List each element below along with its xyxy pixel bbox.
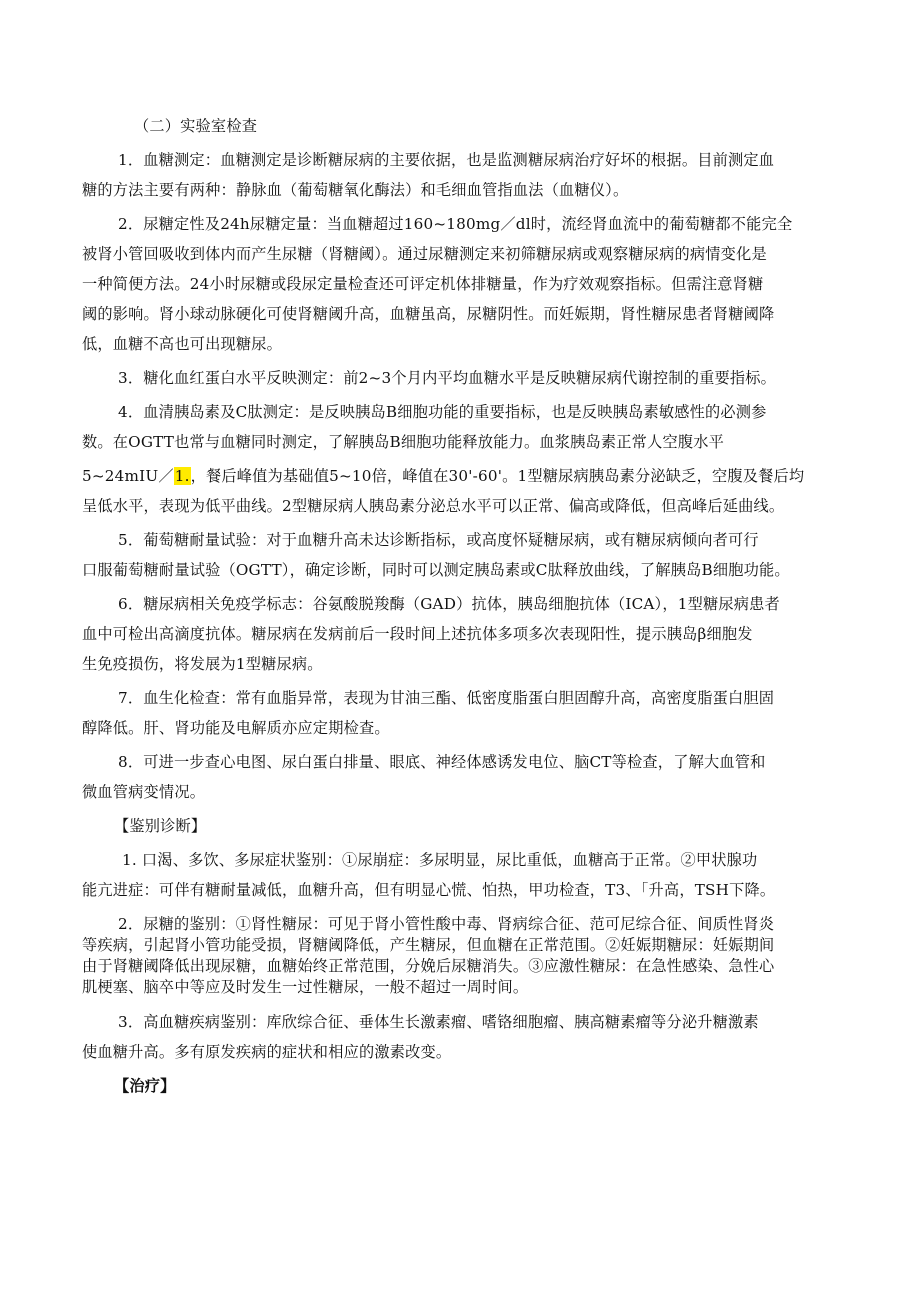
highlighted-text: 1. — [174, 467, 190, 485]
section-heading-differential-diagnosis: 【鉴别诊断】 — [114, 817, 207, 835]
paragraph-blood-glucose: 1．血糖测定：血糖测定是诊断糖尿病的主要依据，也是监测糖尿病治疗好坏的根据。目前测定血 糖的方法主要有两种：静脉血（葡萄糖氧化酶法）和毛细血管指血法（血糖仪）。 — [82, 151, 775, 199]
document-page — [82, 112, 844, 1096]
paragraph-insulin-cpeptide: 4．血清胰岛素及C肽测定：是反映胰岛B细胞功能的重要指标，也是反映胰岛素敏感性的必测参 数。在OGTT也常与血糖同时测定，了解胰岛B细胞功能释放能力。血浆胰岛素正常人空腹水平 5~24mIU／1.，餐后峰值为基础值5~10倍，峰值在30'-60'。1型糖尿病胰岛素分泌缺乏，空腹及餐后均 呈低水平，表现为低平曲线。2型糖尿病人胰岛素分泌总水平可以正常、偏高或降低，但高峰后延曲线。 — [82, 403, 805, 515]
paragraph-immunology: 6．糖尿病相关免疫学标志：谷氨酸脱羧酶（GAD）抗体，胰岛细胞抗体（ICA），1型糖尿病患者 血中可检出高滴度抗体。糖尿病在发病前后一段时间上述抗体多项多次表现阳性，提示胰岛β细胞发 生免疫损伤，将发展为1型糖尿病。 — [82, 595, 780, 673]
section-heading-lab-tests: （二）实验室检查 — [134, 117, 258, 135]
paragraph-diff-polydipsia: 1. 口渴、多饮、多尿症状鉴别：①尿崩症：多尿明显，尿比重低，血糖高于正常。②甲状腺功 能亢进症：可伴有糖耐量减低，血糖升高，但有明显心慌、怕热，甲功检查，T3、「升高，TSH下降。 — [82, 851, 776, 899]
paragraph-further-tests: 8．可进一步查心电图、尿白蛋白排量、眼底、神经体感诱发电位、脑CT等检查，了解大血管和 微血管病变情况。 — [82, 753, 766, 801]
paragraph-diff-glycosuria: 2．尿糖的鉴别：①肾性糖尿：可见于肾小管性酸中毒、肾病综合征、范可尼综合征、间质性肾炎 等疾病，引起肾小管功能受损，肾糖阈降低，产生糖尿，但血糖在正常范围。②妊娠期糖尿：妊娠期间 由于肾糖阈降低出现尿糖，血糖始终正常范围，分娩后尿糖消失。③应激性糖尿：在急性感染、急性心 肌梗塞、脑卒中等应及时发生一过性糖尿，一般不超过一周时间。 — [82, 915, 775, 996]
paragraph-biochemistry: 7．血生化检查：常有血脂异常，表现为甘油三酯、低密度脂蛋白胆固醇升高，高密度脂蛋白胆固 醇降低。肝、肾功能及电解质亦应定期检查。 — [82, 689, 775, 737]
paragraph-ogtt: 5．葡萄糖耐量试验：对于血糖升高未达诊断指标，或高度怀疑糖尿病，或有糖尿病倾向者可行 口服葡萄糖耐量试验（OGTT），确定诊断，同时可以测定胰岛素或C肽释放曲线，了解胰岛B细胞功能。 — [82, 531, 790, 579]
paragraph-urine-glucose: 2．尿糖定性及24h尿糖定量：当血糖超过160~180mg／dl时，流经肾血流中的葡萄糖都不能完全 被肾小管回吸收到体内而产生尿糖（肾糖阈）。通过尿糖测定来初筛糖尿病或观察糖尿病的病情变化是 一种简便方法。24小时尿糖或段尿定量检查还可评定机体排糖量，作为疗效观察指标。但需注意肾糖 阈的影响。肾小球动脉硬化可使肾糖阈升高，血糖虽高，尿糖阴性。而妊娠期，肾性糖尿患者肾糖阈降 低，血糖不高也可出现糖尿。 — [82, 215, 793, 353]
paragraph-hba1c: 3．糖化血红蛋白水平反映测定：前2~3个月内平均血糖水平是反映糖尿病代谢控制的重要指标。 — [118, 369, 777, 387]
section-heading-treatment: 【治疗】 — [114, 1077, 176, 1095]
paragraph-diff-hyperglycemia: 3．高血糖疾病鉴别：库欣综合征、垂体生长激素瘤、嗜铬细胞瘤、胰高糖素瘤等分泌升糖激素 使血糖升高。多有原发疾病的症状和相应的激素改变。 — [82, 1013, 759, 1061]
